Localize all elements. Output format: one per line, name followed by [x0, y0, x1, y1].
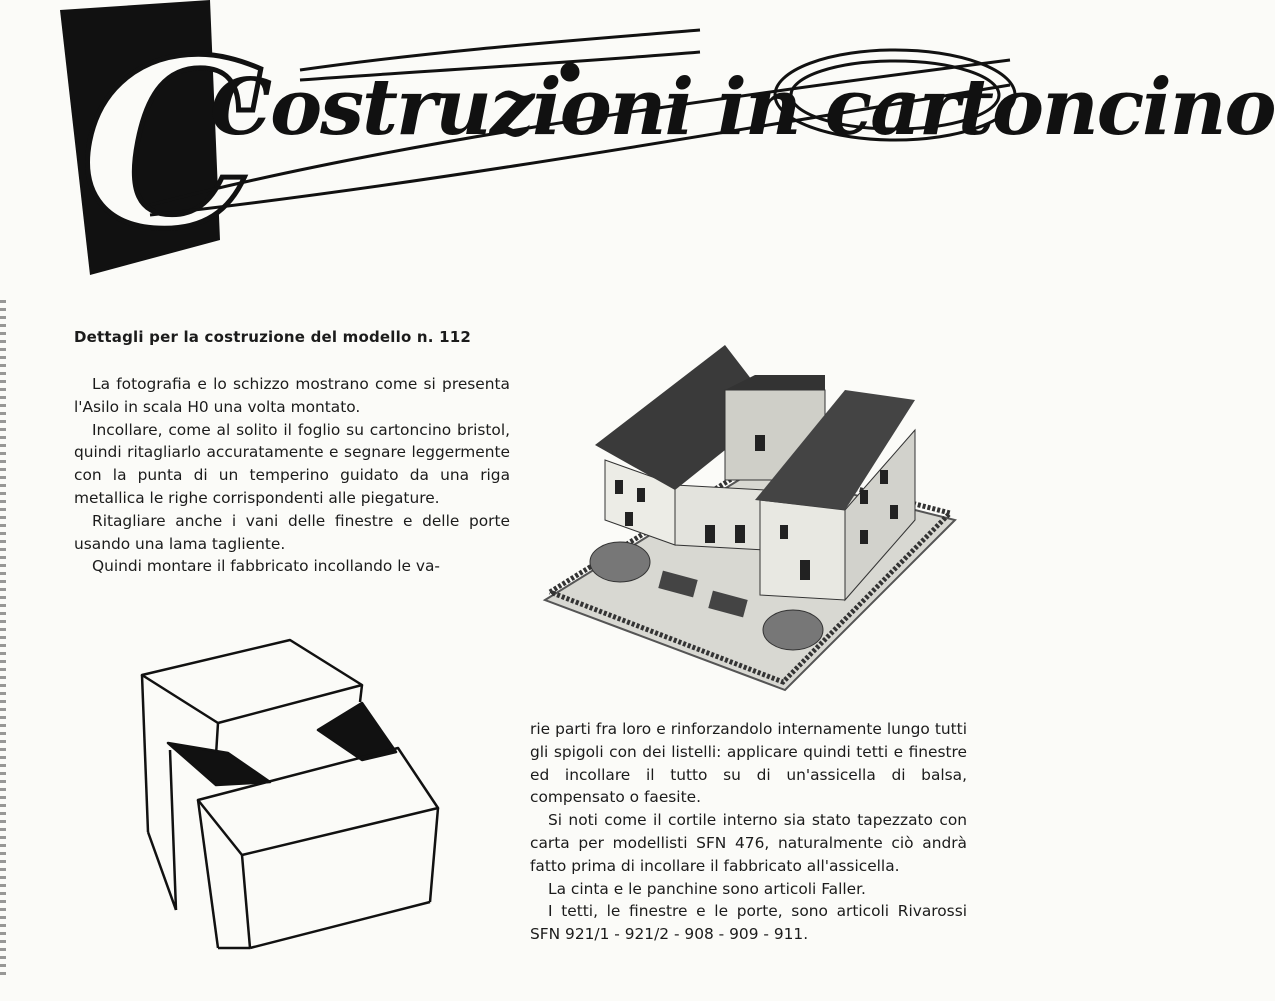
header-initial-c: C: [80, 10, 264, 280]
text-column-right: [530, 718, 967, 946]
flower-bed-left: [590, 542, 650, 582]
section-heading: Dettagli per la costruzione del modello n. 112: [74, 328, 472, 346]
paragraph: Incollare, come al solito il foglio su cartoncino bristol, quindi ritagliarlo accuratamente e segnare leggermente con la punta di un temperino guidato da una riga metallica le righe corrispondenti alle piegature.: [74, 420, 510, 507]
paragraph: Quindi montare il fabbricato incollando le va-: [92, 557, 440, 576]
paragraph: rie parti fra loro e rinforzandolo internamente lungo tutti gli spigoli con dei listelli: applicare quindi tetti e finestre ed incollare il tutto su di un'assicella di balsa, compensato o faesite.: [530, 720, 967, 807]
flower-bed-right: [763, 610, 823, 650]
left-wing-front: [675, 485, 765, 550]
paragraph: La cinta e le panchine sono articoli Faller.: [548, 879, 866, 898]
paragraph: Ritagliare anche i vani delle finestre e delle porte usando una lama tagliente.: [74, 511, 510, 553]
model-photograph: [525, 330, 955, 700]
page-title: Costruzioni in cartoncino: [210, 62, 1275, 153]
binding-edge: [0, 300, 6, 980]
text-column-left: [74, 373, 510, 578]
paragraph: La fotografia e lo schizzo mostrano come si presenta l'Asilo in scala H0 una volta montato.: [74, 375, 510, 416]
model-sketch: [130, 630, 450, 960]
right-wing-wall: [760, 500, 845, 600]
paragraph: I tetti, le finestre e le porte, sono articoli Rivarossi SFN 921/1 - 921/2 - 908 - 909 - 911.: [530, 902, 967, 944]
paragraph: Si noti come il cortile interno sia stato tapezzato con carta per modellisti SFN 476, naturalmente ciò andrà fatto prima di incollare il fabbricato all'assicella.: [530, 811, 967, 875]
